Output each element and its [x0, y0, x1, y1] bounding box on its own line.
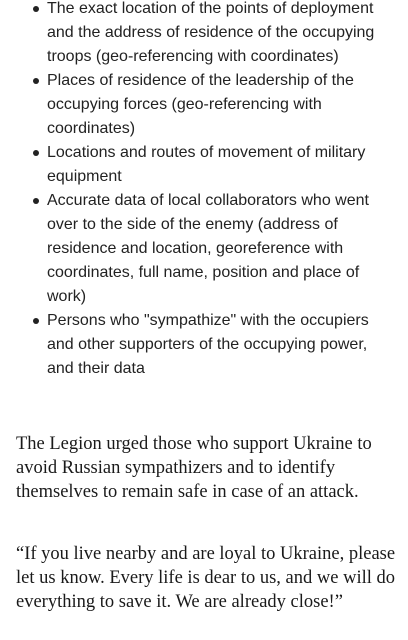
list-item	[0, 69, 408, 141]
article-paragraph: The Legion urged those who support Ukraine to avoid Russian sympathizers and to identify themselves to remain safe in case of an attack.	[16, 434, 372, 502]
list-item-text: The exact location of the points of deployment and the address of residence of the occupying troops (geo-referencing with coordinates)	[47, 0, 375, 65]
bullet-dot-icon	[33, 198, 39, 204]
list-item	[0, 189, 408, 309]
list-item-text: Persons who "sympathize" with the occupiers and other supporters of the occupying power, and their data	[47, 312, 369, 377]
list-item	[0, 309, 408, 381]
list-item	[0, 141, 408, 189]
bullet-dot-icon	[33, 150, 39, 156]
bullet-dot-icon	[33, 318, 39, 324]
article-quote-paragraph: “If you live nearby and are loyal to Ukraine, please let us know. Every life is dear to us, and we will do everything to save it. We are already close!”	[16, 544, 396, 612]
list-item-text: Places of residence of the leadership of the occupying forces (geo-referencing with coordinates)	[47, 72, 354, 137]
list-item-text: Accurate data of local collaborators who went over to the side of the enemy (address of residence and location, georeference with coordinates, full name, position and place of work)	[47, 192, 369, 305]
bullet-dot-icon	[33, 78, 39, 84]
bullet-dot-icon	[33, 6, 39, 12]
list-item	[0, 0, 408, 69]
list-item-text: Locations and routes of movement of military equipment	[47, 144, 366, 185]
